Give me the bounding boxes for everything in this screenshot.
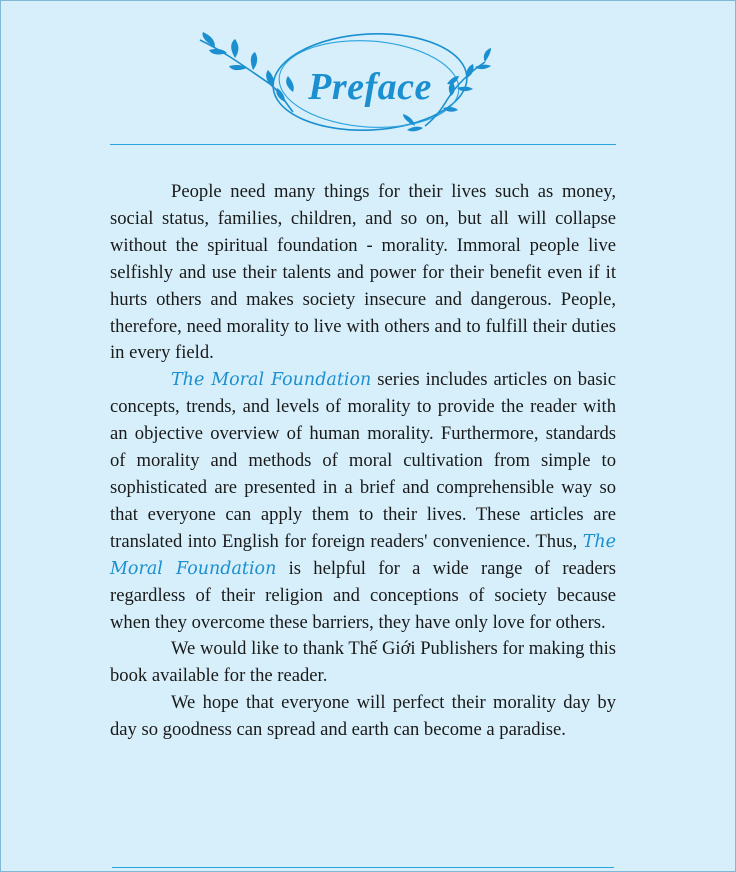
- paragraph-2-text-a: series includes articles on basic concepts, trends, and levels of morality to provide the reader with an objective overview of human morality. Furthermore, standards of morality and methods of moral cultivation from simple to sophisticated are presented in a brief and comprehensible way so that everyone can apply them to their lives. These articles are translated into English for foreign readers' convenience. Thus,: [110, 369, 616, 552]
- preface-header: [185, 22, 505, 142]
- page-title: Preface: [308, 66, 432, 108]
- paragraph-2: [110, 367, 616, 636]
- paragraph-4: We hope that everyone will perfect their morality day by day so goodness can spread and earth can become a paradise.: [110, 692, 616, 741]
- header-divider: [110, 144, 616, 145]
- paragraph-1: People need many things for their lives such as money, social status, families, children, and so on, but all will collapse without the spiritual foundation - morality. Immoral people live selfishly and use their talents and power for their benefit even if it hurts others and makes society insecure and dangerous. People, therefore, need morality to live with others and to fulfill their duties in every field.: [110, 181, 616, 364]
- series-title-2: The Moral Foundation: [110, 531, 616, 579]
- paragraph-2-text-b: is helpful for a wide range of readers regardless of their religion and conceptions of society because when they overcome these barriers, they have only love for others.: [110, 557, 616, 633]
- series-title: The Moral Foundation: [171, 370, 372, 391]
- paragraph-3: We would like to thank Thế Giới Publishers for making this book available for the reader.: [110, 638, 616, 687]
- footer-divider: [112, 867, 614, 868]
- preface-body: [110, 179, 616, 744]
